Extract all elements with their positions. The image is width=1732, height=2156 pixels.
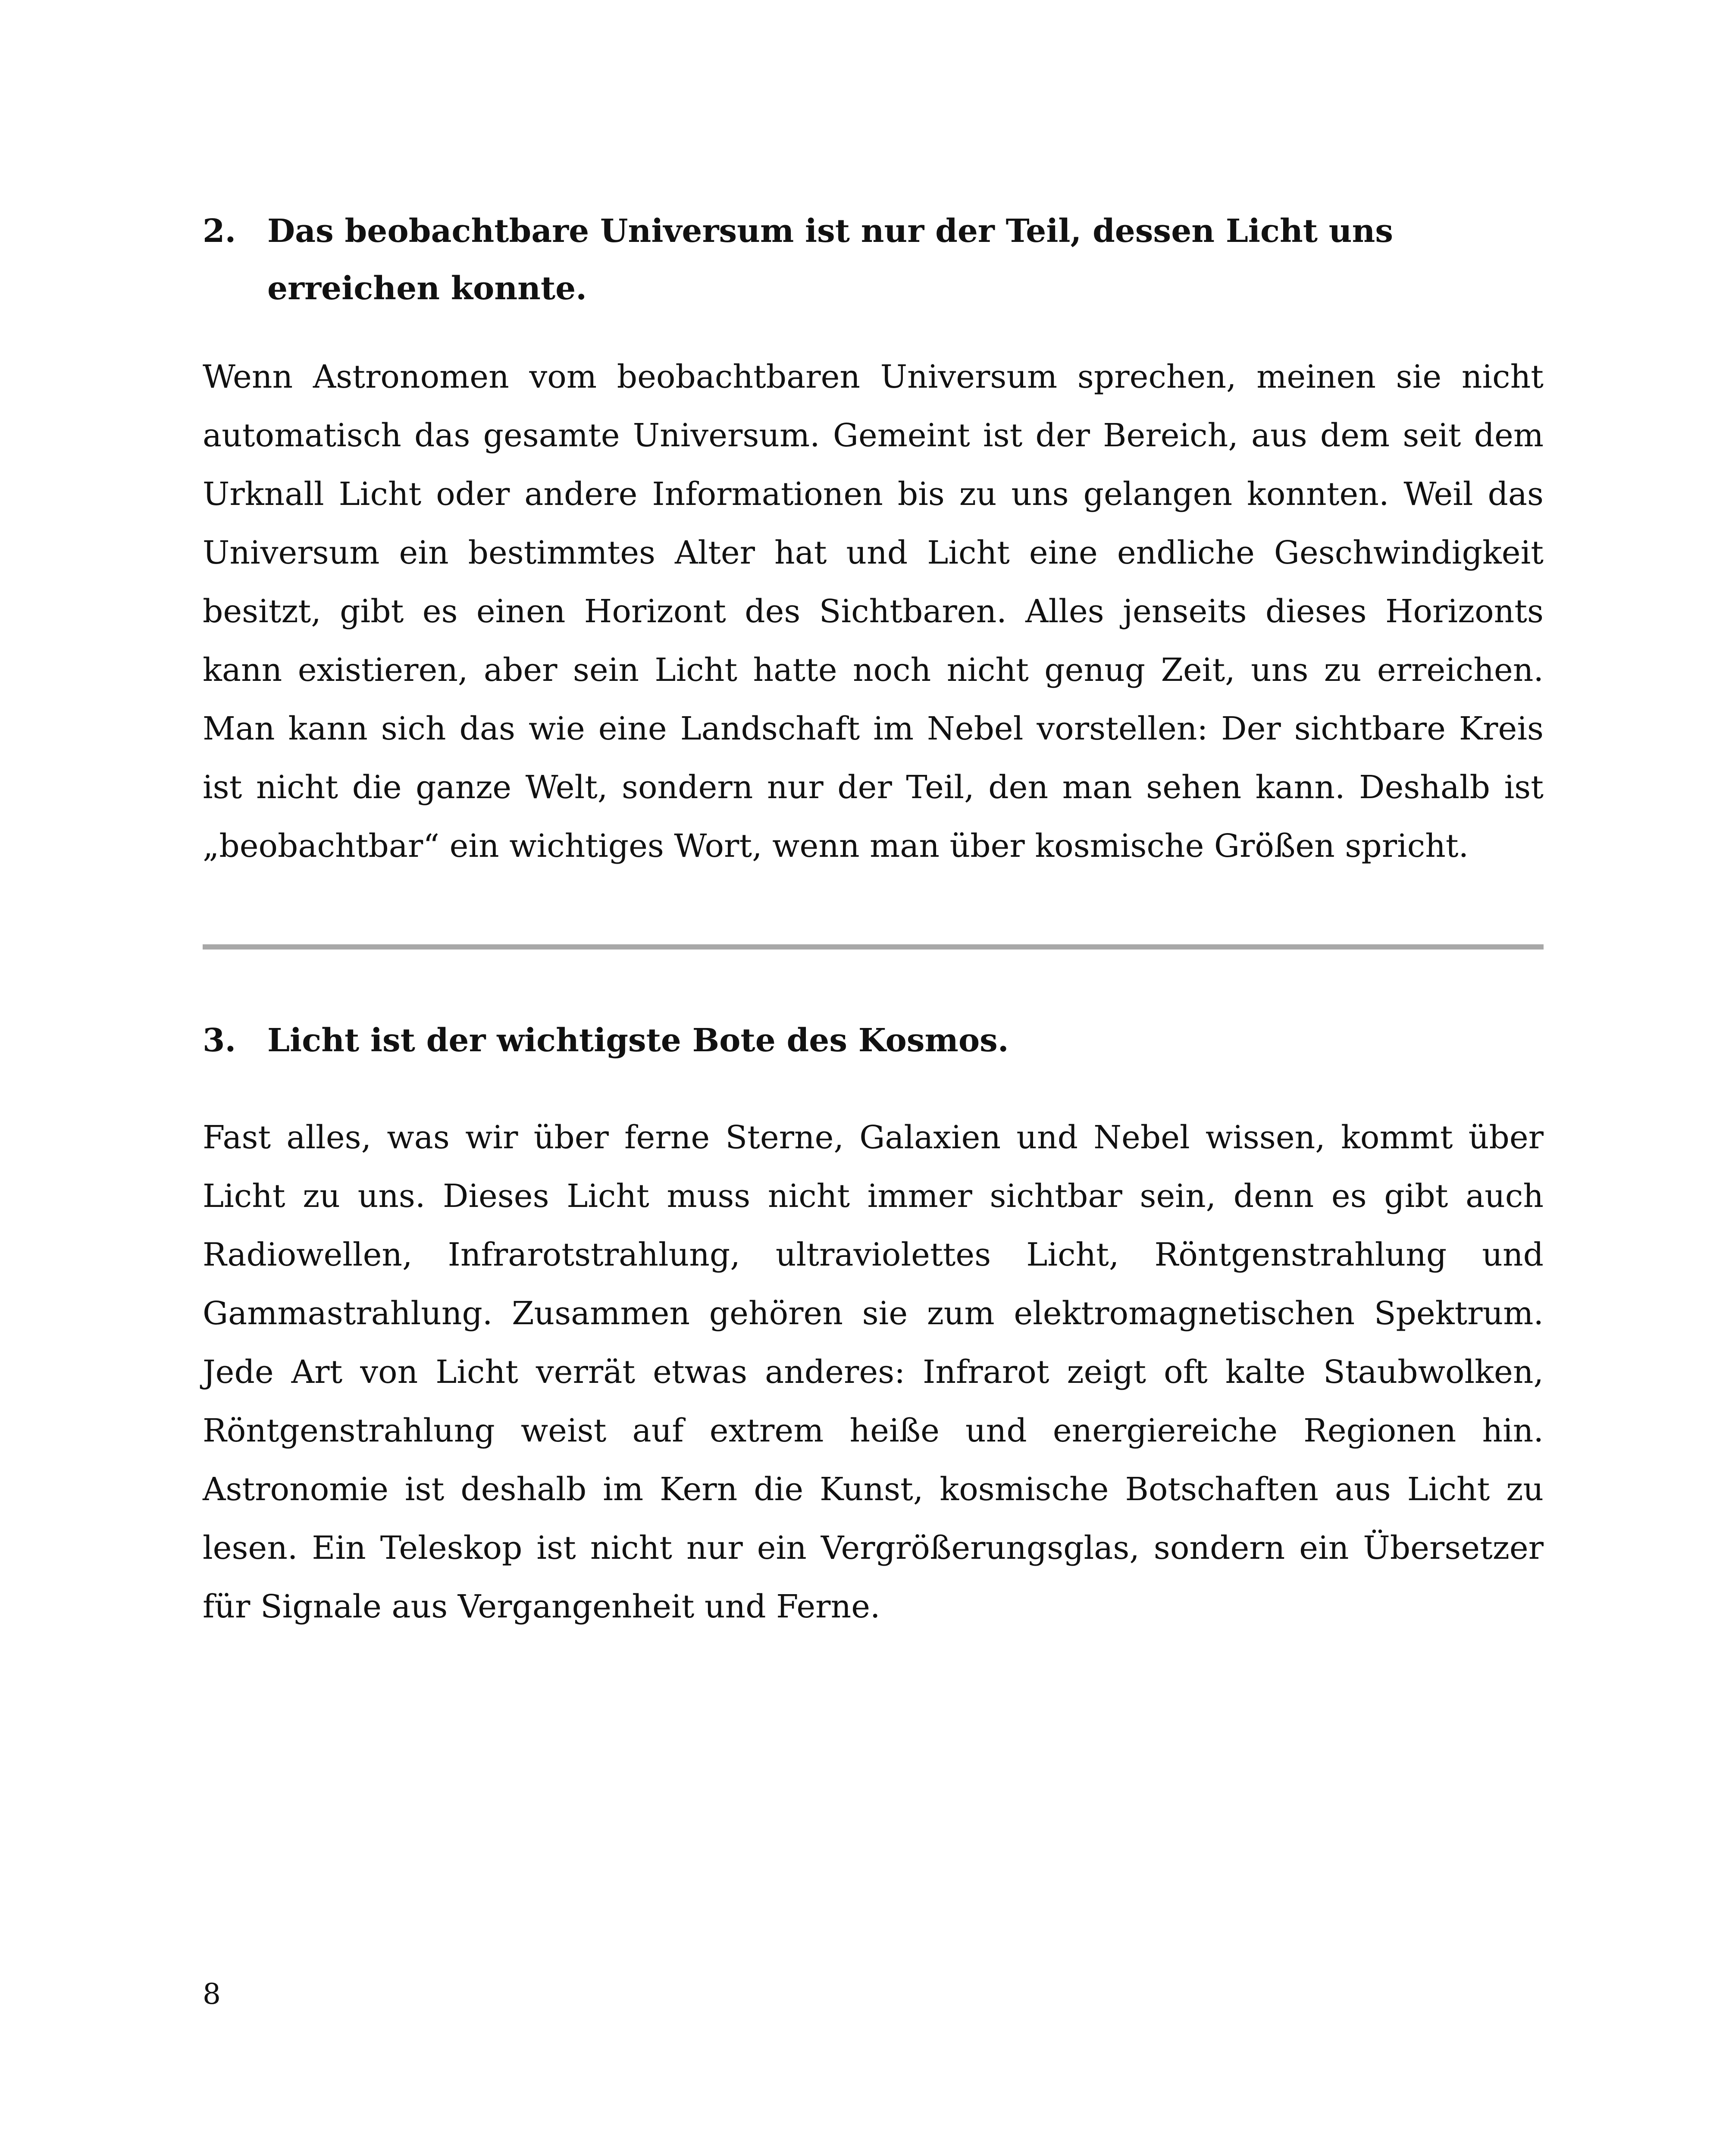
- section-3-heading: [203, 1012, 1544, 1069]
- page-number: 8: [203, 1977, 221, 2011]
- page-content: [203, 203, 1544, 1636]
- section-2-title: Das beobachtbare Universum ist nur der Teil, dessen Licht uns erreichen konnte.: [267, 213, 1394, 307]
- section-divider: [203, 944, 1544, 950]
- section-3-title: Licht ist der wichtigste Bote des Kosmos.: [267, 1022, 1009, 1059]
- section-3-paragraph: Fast alles, was wir über ferne Sterne, Galaxien und Nebel wissen, kommt über Licht zu uns. Dieses Licht muss nicht immer sichtbar sein, denn es gibt auch Radiowellen, Infrarotstrahlung, ultraviolettes Licht, Röntgenstrahlung und Gammastrahlung. Zusammen gehören sie zum elektromagnetischen Spektrum. Jede Art von Licht verrät etwas anderes: Infrarot zeigt oft kalte Staubwolken, Röntgenstrahlung weist auf extrem heiße und energiereiche Regionen hin. Astronomie ist deshalb im Kern die Kunst, kosmische Botschaften aus Licht zu lesen. Ein Teleskop ist nicht nur ein Vergrößerungsglas, sondern ein Übersetzer für Signale aus Vergangenheit und Ferne.: [203, 1119, 1544, 1625]
- section-2-number: 2.: [203, 213, 236, 250]
- section-2-heading: [203, 203, 1544, 317]
- section-2-paragraph: Wenn Astronomen vom beobachtbaren Universum sprechen, meinen sie nicht automatisch das gesamte Universum. Gemeint ist der Bereich, aus dem seit dem Urknall Licht oder andere Informationen bis zu uns gelangen konnten. Weil das Universum ein bestimmtes Alter hat und Licht eine endliche Geschwindigkeit besitzt, gibt es einen Horizont des Sichtbaren. Alles jenseits dieses Horizonts kann existieren, aber sein Licht hatte noch nicht genug Zeit, uns zu erreichen. Man kann sich das wie eine Landschaft im Nebel vorstellen: Der sichtbare Kreis ist nicht die ganze Welt, sondern nur der Teil, den man sehen kann. Deshalb ist „beobachtbar“ ein wichtiges Wort, wenn man über kosmische Größen spricht.: [203, 358, 1544, 865]
- section-3-number: 3.: [203, 1022, 236, 1059]
